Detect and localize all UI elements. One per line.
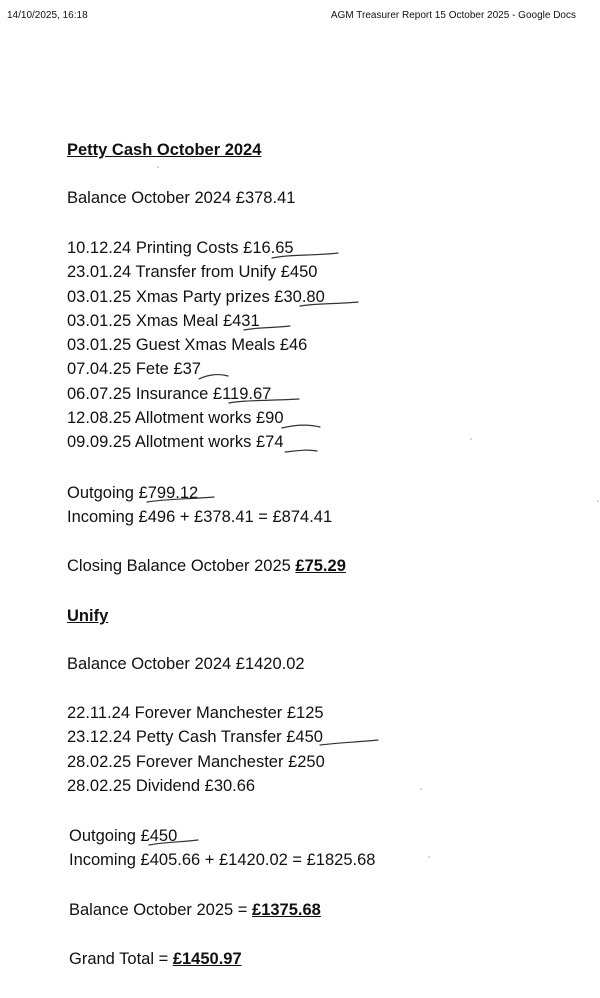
petty-cash-entry: 23.01.24 Transfer from Unify £450 (67, 263, 318, 281)
entry-amount: £46 (279, 336, 308, 354)
petty-cash-entry: 03.01.25 Xmas Party prizes £30.80 (67, 288, 325, 306)
pen-underline (282, 425, 320, 428)
pen-underline (199, 375, 228, 379)
scan-speck (428, 856, 430, 858)
outgoing-amount: £450 (140, 827, 178, 845)
petty-cash-opening-balance: Balance October 2024 £378.41 (67, 189, 296, 207)
entry-amount: £250 (288, 753, 325, 771)
unify-incoming: Incoming £405.66 + £1420.02 = £1825.68 (69, 851, 376, 869)
print-timestamp: 14/10/2025, 16:18 (7, 10, 88, 21)
entry-amount: £125 (286, 704, 324, 722)
petty-cash-entry: 07.04.25 Fete £37 (67, 360, 201, 378)
grand-total: Grand Total = £1450.97 (69, 950, 242, 968)
unify-heading: Unify (67, 607, 109, 625)
unify-entry: 28.02.25 Dividend £30.66 (67, 777, 256, 795)
entry-amount: £30.66 (204, 777, 256, 795)
petty-cash-entry: 03.01.25 Xmas Meal £431 (67, 312, 260, 330)
unify-outgoing: Outgoing £450 (69, 827, 178, 845)
scan-speck (470, 438, 472, 440)
unify-entry: 22.11.24 Forever Manchester £125 (67, 704, 324, 722)
entry-amount: £37 (173, 360, 201, 378)
unify-closing-balance: Balance October 2025 = £1375.68 (69, 901, 321, 919)
entry-amount: £450 (280, 263, 318, 281)
unify-opening-balance: Balance October 2024 £1420.02 (67, 655, 305, 673)
scan-speck (597, 500, 599, 502)
scan-speck (157, 166, 159, 168)
closing-amount: £75.29 (295, 557, 346, 575)
scan-speck (420, 788, 422, 790)
petty-cash-outgoing: Outgoing £799.12 (67, 484, 199, 502)
entry-amount: £119.67 (212, 385, 272, 403)
petty-cash-entry: 10.12.24 Printing Costs £16.65 (67, 239, 294, 257)
petty-cash-incoming: Incoming £496 + £378.41 = £874.41 (67, 508, 333, 526)
entry-amount: £90 (255, 409, 284, 427)
unify-entry: 23.12.24 Petty Cash Transfer £450 (67, 728, 323, 746)
grand-total-amount: £1450.97 (172, 950, 242, 968)
entry-amount: £450 (286, 728, 323, 746)
pen-underline (285, 450, 317, 452)
petty-cash-closing-balance: Closing Balance October 2025 £75.29 (67, 557, 346, 575)
unify-entry: 28.02.25 Forever Manchester £250 (67, 753, 325, 771)
petty-cash-entry: 06.07.25 Insurance £119.67 (67, 385, 272, 403)
entry-amount: £30.80 (274, 288, 325, 306)
balance-amount: £1375.68 (252, 901, 321, 919)
entry-amount: £431 (222, 312, 260, 330)
petty-cash-heading: Petty Cash October 2024 (67, 141, 262, 159)
petty-cash-entry: 03.01.25 Guest Xmas Meals £46 (67, 336, 308, 354)
petty-cash-entry: 09.09.25 Allotment works £74 (67, 433, 284, 451)
entry-amount: £16.65 (243, 239, 294, 257)
entry-amount: £74 (255, 433, 284, 451)
outgoing-amount: £799.12 (138, 484, 199, 502)
petty-cash-entry: 12.08.25 Allotment works £90 (67, 409, 284, 427)
pen-underline (320, 740, 378, 745)
document-title: AGM Treasurer Report 15 October 2025 - Google Docs (330, 10, 576, 21)
